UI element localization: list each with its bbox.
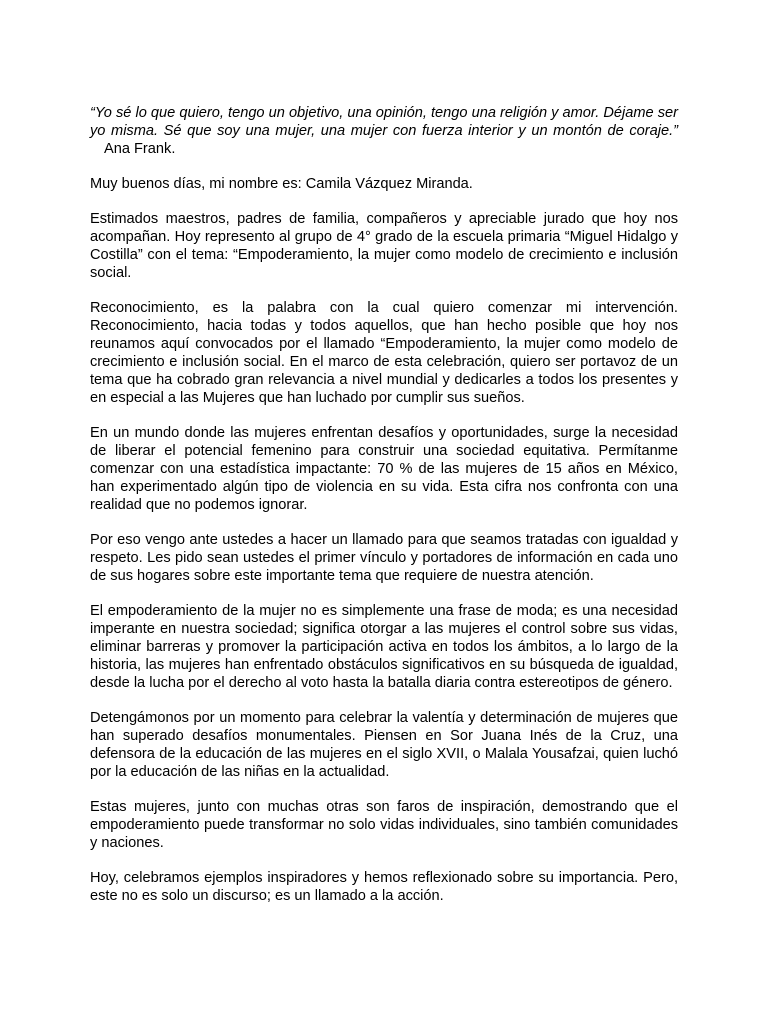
paragraph-5: El empoderamiento de la mujer no es simplemente una frase de moda; es una necesidad imperante en nuestra sociedad; significa otorgar a las mujeres el control sobre sus vidas, eliminar barreras y promover la participación activa en todos los ámbitos, a lo largo de la historia, las mujeres han enfrentado obstáculos significativos en su búsqueda de igualdad, desde la lucha por el derecho al voto hasta la batalla diaria contra estereotipos de género. [90, 603, 678, 691]
paragraph-4: Por eso vengo ante ustedes a hacer un llamado para que seamos tratadas con igualdad y respeto. Les pido sean ustedes el primer vínculo y portadores de información en cada uno de sus hogares sobre este importante tema que requiere de nuestra atención. [90, 532, 678, 584]
greeting-paragraph: Muy buenos días, mi nombre es: Camila Vázquez Miranda. [90, 176, 473, 192]
paragraph-2: Reconocimiento, es la palabra con la cual quiero comenzar mi intervención. Reconocimiento, hacia todas y todos aquellos, que han hecho posible que hoy nos reunamos aquí convocados por el llamado “Empoderamiento, la mujer como modelo de crecimiento e inclusión social. En el marco de esta celebración, quiero ser portavoz de un tema que ha cobrado gran relevancia a nivel mundial y dedicarles a todos los presentes y en especial a las Mujeres que han luchado por cumplir sus sueños. [90, 300, 678, 406]
quote-author: Ana Frank. [104, 141, 176, 157]
paragraph-7: Estas mujeres, junto con muchas otras son faros de inspiración, demostrando que el empoderamiento puede transformar no solo vidas individuales, sino también comunidades y naciones. [90, 799, 678, 851]
paragraph-1: Estimados maestros, padres de familia, compañeros y apreciable jurado que hoy nos acompañan. Hoy represento al grupo de 4° grado de la escuela primaria “Miguel Hidalgo y Costilla” con el tema: “Empoderamiento, la mujer como modelo de crecimiento e inclusión social. [90, 211, 678, 281]
quote-text: “Yo sé lo que quiero, tengo un objetivo, una opinión, tengo una religión y amor. Déjame ser yo misma. Sé que soy una mujer, una mujer con fuerza interior y un montón de coraje.” [90, 105, 678, 139]
paragraph-3: En un mundo donde las mujeres enfrentan desafíos y oportunidades, surge la necesidad de liberar el potencial femenino para construir una sociedad equitativa. Permítanme comenzar con una estadística impactante: 70 % de las mujeres de 15 años en México, han experimentado algún tipo de violencia en su vida. Esta cifra nos confronta con una realidad que no podemos ignorar. [90, 425, 678, 513]
paragraph-8: Hoy, celebramos ejemplos inspiradores y hemos reflexionado sobre su importancia. Pero, este no es solo un discurso; es un llamado a la acción. [90, 870, 678, 904]
document-page [90, 104, 678, 922]
paragraph-6: Detengámonos por un momento para celebrar la valentía y determinación de mujeres que han superado desafíos monumentales. Piensen en Sor Juana Inés de la Cruz, una defensora de la educación de las mujeres en el siglo XVII, o Malala Yousafzai, quien luchó por la educación de las niñas en la actualidad. [90, 710, 678, 780]
opening-quote [90, 104, 678, 158]
